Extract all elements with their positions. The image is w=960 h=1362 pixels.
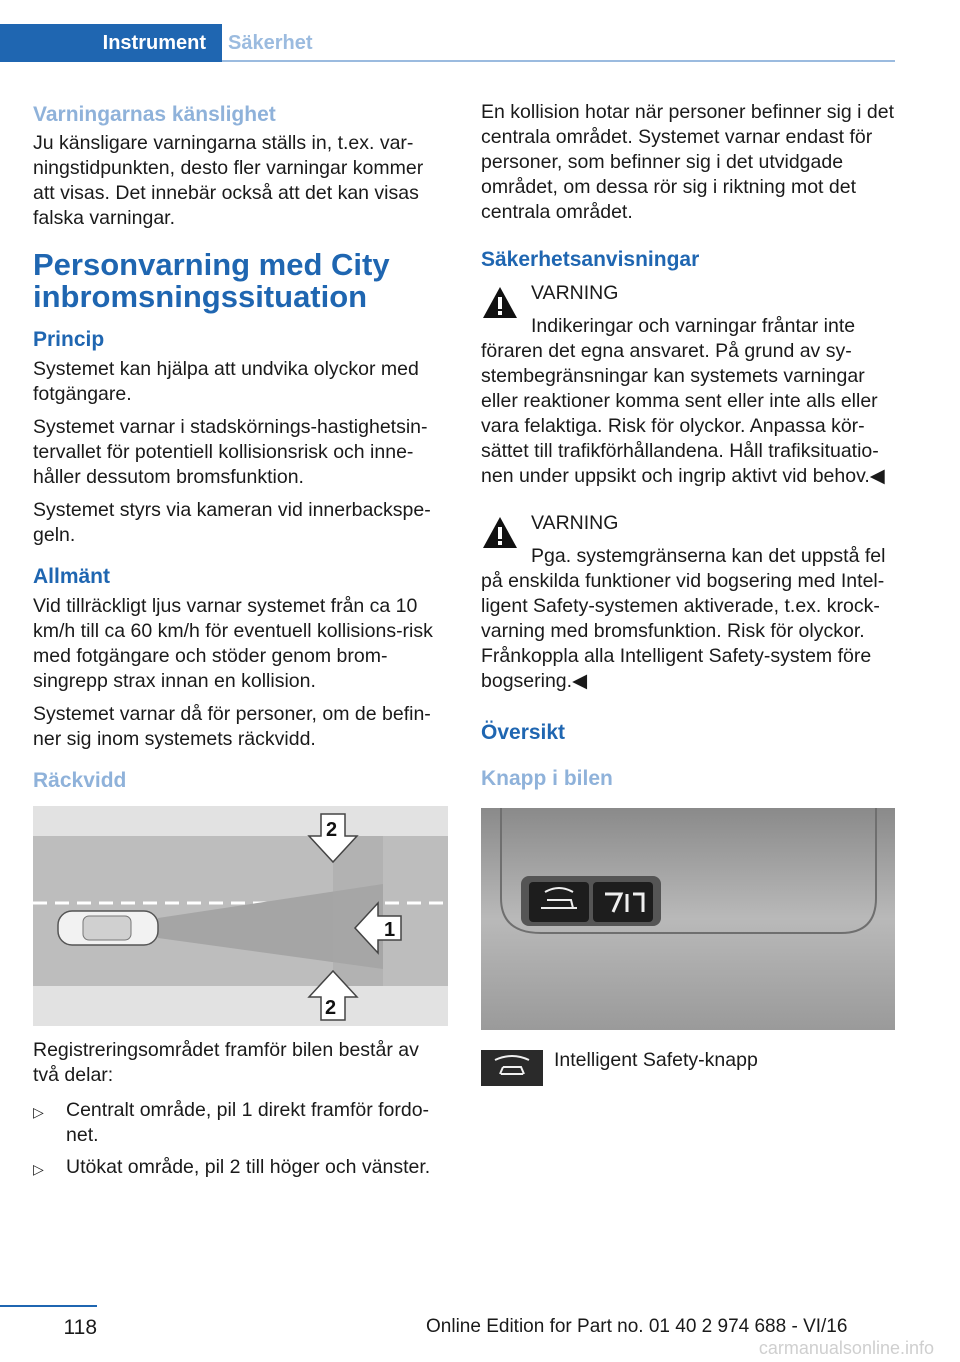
warning-1-title: VARNING bbox=[531, 282, 619, 304]
oversikt-heading: Översikt bbox=[481, 721, 566, 744]
header-tabbar bbox=[0, 24, 895, 62]
warning-1-text: Indikeringar och varningar fråntar inte föraren det egna ansvaret. På grund av sy-stembegränsningar kan systemets varningar eller reaktioner komma sent eller inte alls eller vara felaktiga. Risk för olyckor. Anpassa kör-sättet till trafikförhållandena. Håll trafiksituatio-nen under uppsikt och ingrip aktivt vid behov.◀ bbox=[481, 315, 885, 487]
button-photo bbox=[481, 808, 895, 1030]
tab-sakerhet-label: Säkerhet bbox=[228, 32, 313, 54]
warning-block-1 bbox=[481, 281, 895, 489]
sensitivity-heading: Varningarnas känslighet bbox=[33, 103, 276, 126]
intelligent-safety-icon bbox=[481, 1050, 543, 1086]
watermark: carmanualsonline.info bbox=[758, 1338, 934, 1358]
car-icon bbox=[58, 911, 158, 945]
section-title: Personvarning med City inbromsningssituation bbox=[33, 247, 390, 314]
edition-text: Online Edition for Part no. 01 40 2 974 688 - VI/16 bbox=[426, 1316, 848, 1337]
arrow-2-bottom-label: 2 bbox=[325, 997, 337, 1019]
bullet-triangle-icon: ▷ bbox=[33, 1104, 44, 1120]
bullet-triangle-icon: ▷ bbox=[33, 1161, 44, 1177]
warning-2-title: VARNING bbox=[531, 512, 619, 534]
allmant-paragraph-2: Systemet varnar då för personer, om de befin-ner sig inom systemets räckvidd. bbox=[33, 703, 431, 750]
princip-paragraph-3: Systemet styrs via kameran vid innerbackspe-geln. bbox=[33, 499, 431, 546]
tab-sakerhet[interactable] bbox=[228, 24, 895, 62]
right-column bbox=[481, 100, 895, 1086]
warning-block-2 bbox=[481, 511, 895, 694]
princip-paragraph-2: Systemet varnar i stadskörnings-hastighetsin-tervallet för potentiell kollisionsrisk och inne-håller dessutom bromsfunktion. bbox=[33, 416, 428, 488]
princip-heading: Princip bbox=[33, 328, 105, 351]
list-item: ▷ Utökat område, pil 2 till höger och vänster. bbox=[33, 1155, 448, 1180]
arrow-2-top-label: 2 bbox=[326, 819, 338, 841]
warning-triangle-icon bbox=[481, 514, 519, 552]
detection-range-diagram bbox=[33, 806, 448, 1026]
knapp-heading: Knapp i bilen bbox=[481, 767, 613, 790]
left-column bbox=[33, 100, 448, 1187]
caption-row bbox=[481, 1046, 895, 1086]
list-item: ▷ Centralt område, pil 1 direkt framför fordo-net. bbox=[33, 1099, 430, 1146]
allmant-heading: Allmänt bbox=[33, 565, 111, 588]
intro-paragraph: En kollision hotar när personer befinner sig i det centrala området. Systemet varnar endast för personer, som befinner sig i det utvidgade området, om dessa rör sig i riktning mot det centrala området. bbox=[481, 101, 894, 223]
safety-heading: Säkerhetsanvisningar bbox=[481, 248, 700, 271]
warning-2-text: Pga. systemgränserna kan det uppstå fel på enskilda funktioner vid bogsering med Intel-ligent Safety-systemen aktiverade, t.ex. krock-varning med bromsfunktion. Risk för olyckor. Frånkoppla alla Intelligent Safety-system före bogsering.◀ bbox=[481, 545, 886, 692]
registration-text: Registreringsområdet framför bilen består av två delar: bbox=[33, 1039, 419, 1086]
sensitivity-text: Ju känsligare varningarna ställs in, t.ex. var-ningstidpunkten, desto fler varningar kommer att visas. Det innebär också att det kan visas falska varningar. bbox=[33, 132, 424, 229]
header-rule bbox=[222, 60, 895, 62]
button-caption: Intelligent Safety-knapp bbox=[554, 1049, 758, 1071]
allmant-paragraph-1: Vid tillräckligt ljus varnar systemet från ca 10 km/h till ca 60 km/h för eventuell kollisions-risk med fotgängare och stöder genom brom-singrepp strax innan en kollision. bbox=[33, 595, 433, 692]
princip-paragraph-1: Systemet kan hjälpa att undvika olyckor med fotgängare. bbox=[33, 358, 419, 405]
page-number: 118 bbox=[63, 1316, 97, 1339]
rackvidd-heading: Räckvidd bbox=[33, 769, 127, 792]
tab-instrument[interactable]: Instrument bbox=[0, 24, 222, 62]
warning-triangle-icon bbox=[481, 284, 519, 322]
arrow-1-label: 1 bbox=[384, 919, 396, 941]
area-list bbox=[33, 1098, 448, 1180]
footer-rule bbox=[0, 1305, 97, 1307]
